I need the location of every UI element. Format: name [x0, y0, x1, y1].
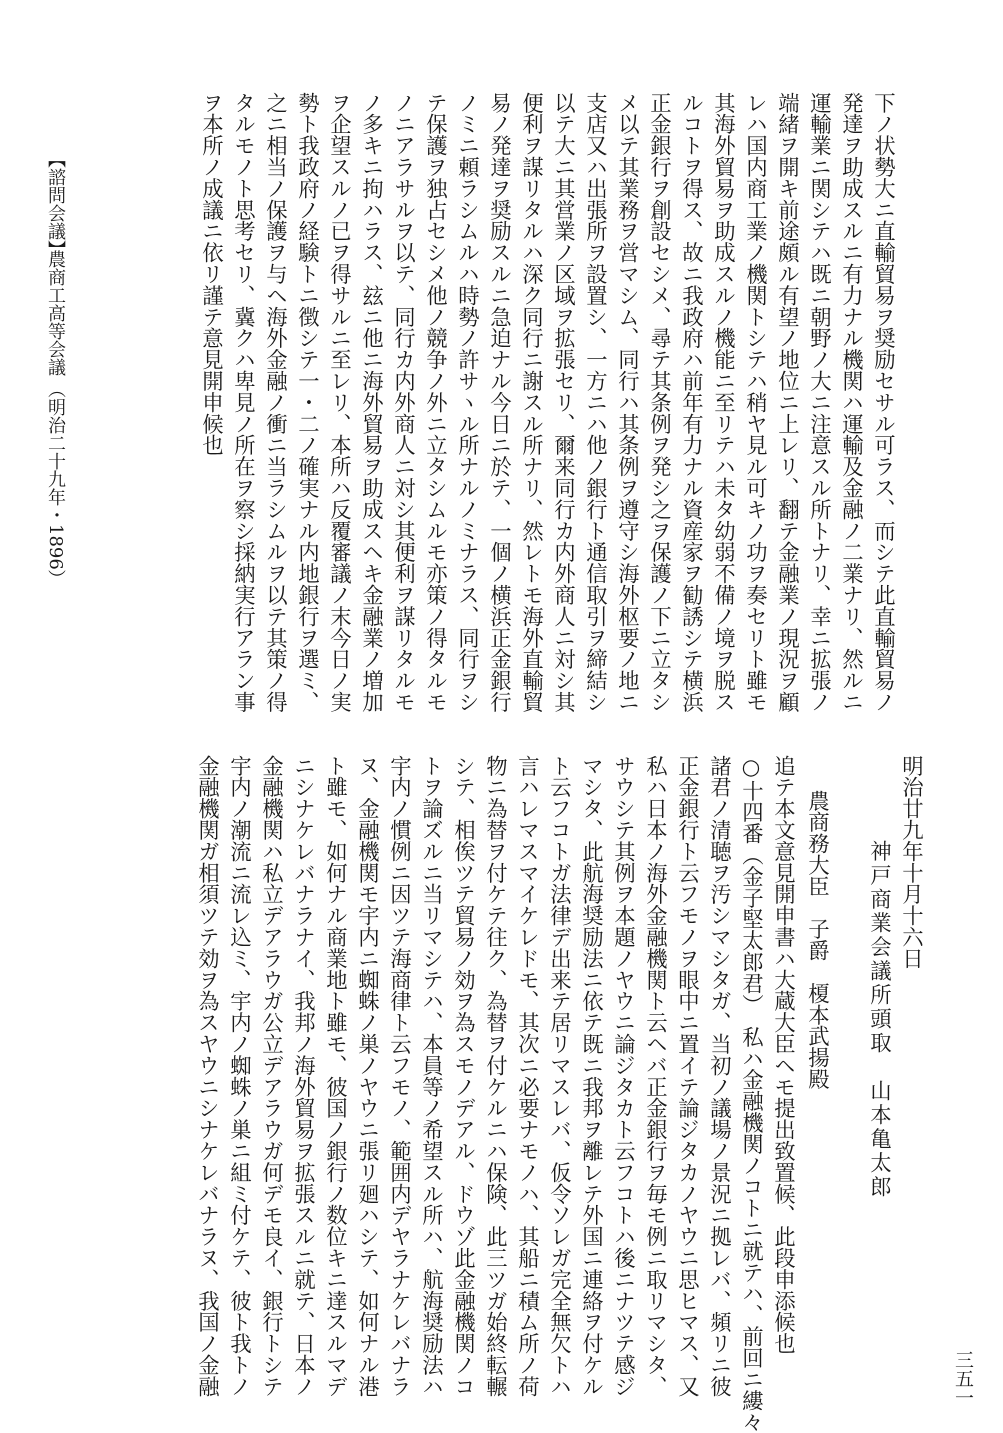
text-column: ルコトヲ得ス、故ニ我政府ハ前年有力ナル資産家ヲ勧誘シテ横浜 [678, 92, 704, 713]
text-column: 之ニ相当ノ保護ヲ与ヘ海外金融ノ衝ニ当ラシムルヲ以テ其策ノ得 [262, 92, 288, 713]
text-column: ニシナケレバナラナイ、我邦ノ海外貿易ヲ拡張スルニ就テ、日本ノ [290, 755, 316, 1397]
text-column: ヌ、金融機関モ宇内ニ蜘蛛ノ巣ノヤウニ張リ廻ハシテ、如何ナル港 [354, 755, 380, 1397]
text-column: ○十四番（金子堅太郎君） 私ハ金融機関ノコトニ就テハ、前回ニ縷々 [738, 755, 764, 1433]
text-column: 私ハ日本ノ海外金融機関ト云ヘバ正金銀行ヲ毎モ例ニ取リマシタ、 [642, 755, 668, 1397]
text-column: メ以テ其業務ヲ営マシム、同行ハ其条例ヲ遵守シ海外枢要ノ地ニ [614, 92, 640, 713]
text-column: 宇内ノ潮流ニ流レ込ミ、宇内ノ蜘蛛ノ巣ニ組ミ付ケテ、彼ト我トノ [226, 755, 252, 1397]
text-column: ヲ企望スルノ已ヲ得サルニ至レリ、本所ハ反覆審議ノ末今日ノ実 [326, 92, 352, 713]
text-column: 正金銀行ト云フモノヲ眼中ニ置イテ論ジタカノヤウニ思ヒマス、又 [674, 755, 700, 1397]
text-column: 下ノ状勢大ニ直輸貿易ヲ奨励セサル可ラス、而シテ此直輸貿易ノ [870, 92, 896, 713]
text-column: 諸君ノ清聴ヲ汚シマシタガ、当初ノ議場ノ景況ニ拠レバ、頻リニ彼 [706, 755, 732, 1397]
letter-addressee: 農商務大臣 子爵 榎本武揚殿 [804, 790, 830, 1090]
text-column: テ保護ヲ独占セシメ他ノ競争ノ外ニ立タシムルモ亦策ノ得タルモ [422, 92, 448, 713]
text-column: ト云フコトガ法律デ出来テ居リマスレバ、仮令ソレガ完全無欠トハ [546, 755, 572, 1397]
text-column: ノニアラサルヲ以テ、同行カ内外商人ニ対シ其便利ヲ謀リタルモ [390, 92, 416, 713]
letter-sender: 神戸商業会議所頭取 山本亀太郎 [866, 840, 892, 1200]
text-column: 追テ本文意見開申書ハ大蔵大臣ヘモ提出致置候、此段申添候也 [770, 755, 796, 1355]
text-column: 物ニ為替ヲ付ケテ往ク、為替ヲ付ケルニハ保険、此三ツガ始終転輾 [482, 755, 508, 1397]
text-column: 金融機関ハ私立デアラウガ公立デアラウガ何デモ良イ、銀行トシテ [258, 755, 284, 1397]
text-column: サウシテ其例ヲ本題ノヤウニ論ジタカト云フコトハ後ニナツテ感ジ [610, 755, 636, 1397]
letter-date: 明治廿九年十月十六日 [898, 755, 924, 969]
text-column: ノ多キニ拘ハラス、玆ニ他ニ海外貿易ヲ助成スヘキ金融業ノ増加 [358, 92, 384, 713]
text-column: ノミニ頼ラシムルハ時勢ノ許サヽル所ナルノミナラス、同行ヲシ [454, 92, 480, 713]
text-column: 言ハレマスマイケレドモ、其次ニ必要ナモノハ、其船ニ積ム所ノ荷 [514, 755, 540, 1397]
text-column: 以テ大ニ其営業ノ区域ヲ拡張セリ、爾来同行カ内外商人ニ対シ其 [550, 92, 576, 713]
footer-bracket-label: 【諮問会議】 [45, 150, 66, 258]
text-column: 発達ヲ助成スルニ有力ナル機関ハ運輸及金融ノ二業ナリ、然ルニ [838, 92, 864, 713]
text-column: マシタ、此航海奨励法ニ依テ既ニ我邦ヲ離レテ外国ニ連絡ヲ付ケル [578, 755, 604, 1397]
text-column: レハ国内商工業ノ機関トシテハ稍ヤ見ル可キノ功ヲ奏セリト雖モ [742, 92, 768, 713]
text-column: 金融機関ガ相須ツテ効ヲ為スヤウニシナケレバナラヌ、我国ノ金融 [194, 755, 220, 1397]
text-column: 其海外貿易ヲ助成スルノ機能ニ至リテハ未タ幼弱不備ノ境ヲ脱ス [710, 92, 736, 713]
text-column: 運輸業ニ関シテハ既ニ朝野ノ大ニ注意スル所トナリ、幸ニ拡張ノ [806, 92, 832, 713]
footer-body-name: 農商工高等会議 [45, 250, 66, 376]
text-column: 端緒ヲ開キ前途頗ル有望ノ地位ニ上レリ、翻テ金融業ノ現況ヲ顧 [774, 92, 800, 713]
text-column: 便利ヲ謀リタルハ深ク同行ニ謝スル所ナリ、然レトモ海外直輸貿 [518, 92, 544, 713]
text-column: 宇内ノ慣例ニ因ツテ海商律ト云フモノ、範囲内デヤラナケレバナラ [386, 755, 412, 1397]
footer-era-note: （明治二十九年・1896） [45, 380, 66, 588]
text-column: 支店又ハ出張所ヲ設置シ、一方ニハ他ノ銀行ト通信取引ヲ締結シ [582, 92, 608, 713]
text-column: タルモノト思考セリ、冀クハ卑見ノ所在ヲ察シ採納実行アラン事 [230, 92, 256, 713]
text-column: ヲ本所ノ成議ニ依リ謹テ意見開申候也 [198, 92, 224, 456]
text-column: トヲ論ズルニ当リマシテハ、本員等ノ希望スル所ハ、航海奨励法ハ [418, 755, 444, 1397]
text-column: 正金銀行ヲ創設セシメ、尋テ其条例ヲ発シ之ヲ保護ノ下ニ立タシ [646, 92, 672, 713]
text-column: 勢ト我政府ノ経験トニ徴シテ一・二ノ確実ナル内地銀行ヲ選ミ、 [294, 92, 320, 713]
text-column: ト雖モ、如何ナル商業地ト雖モ、彼国ノ銀行ノ数位キニ達スルマデ [322, 755, 348, 1397]
page-number: 三五一 [952, 1350, 974, 1407]
text-column: シテ、相俟ツテ貿易ノ効ヲ為スモノデアル、ドウゾ此金融機関ノコ [450, 755, 476, 1397]
text-column: 易ノ発達ヲ奨励スルニ急迫ナル今日ニ於テ、一個ノ横浜正金銀行 [486, 92, 512, 713]
